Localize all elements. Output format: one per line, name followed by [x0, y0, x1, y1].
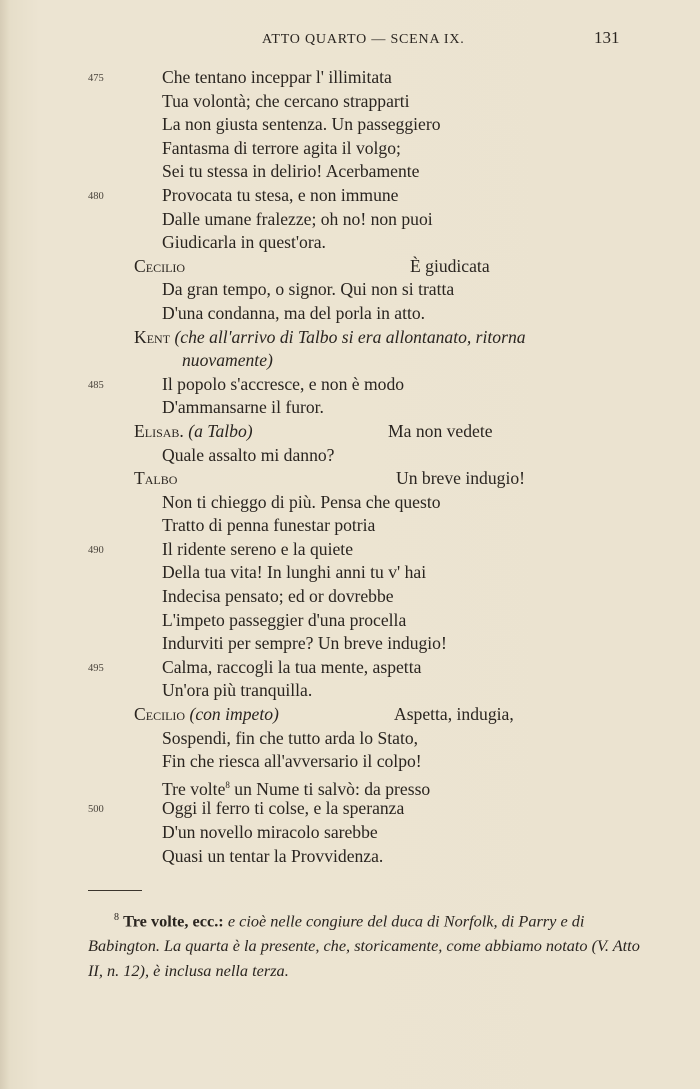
stage-direction: (a Talbo) [188, 420, 253, 441]
footnote-rule [88, 890, 142, 891]
verse-text-part: Calma, raccogli la tua mente, aspetta [162, 656, 422, 677]
verse-text-part: Fantasma di terrore agita il volgo; [162, 137, 401, 158]
speaker-line [134, 255, 185, 279]
verse-text-part: La non giusta sentenza. Un passeggiero [162, 114, 441, 135]
verse-text [162, 845, 383, 869]
verse-line [0, 585, 700, 609]
verse-text [162, 491, 441, 515]
verse-text-part: Indecisa pensato; ed or dovrebbe [162, 586, 394, 607]
verse-line [0, 349, 700, 373]
line-number: 500 [88, 804, 104, 816]
verse-text-part: Tre volte [162, 778, 226, 799]
verse-line [0, 137, 700, 161]
verse-text [162, 821, 378, 845]
verse-text-part: D'una condanna, ma del porla in atto. [162, 302, 426, 323]
verse-line [0, 797, 700, 821]
verse-text [162, 302, 425, 326]
verse-line [0, 491, 700, 515]
verse-text [162, 538, 353, 562]
verse-text [162, 632, 447, 656]
speaker-name: Cecilio [134, 255, 186, 276]
verse-text [162, 231, 326, 255]
verse-line [0, 278, 700, 302]
verse-line [0, 160, 700, 184]
verse-text-part: Tua volontà; che cercano strapparti [162, 90, 410, 111]
verse-text [162, 278, 454, 302]
line-number: 495 [88, 662, 104, 674]
verse-line [0, 420, 700, 444]
verse-text-part: Dalle umane fralezze; oh no! non puoi [162, 208, 433, 229]
verse-text-part: Giudicarla in quest'ora. [162, 232, 326, 253]
verse-text-part: Fin che riesca all'avversario il colpo! [162, 751, 422, 772]
verse-text [162, 585, 394, 609]
verse-line [0, 326, 700, 350]
verse-text [162, 184, 399, 208]
line-number: 490 [88, 544, 104, 556]
verse-text [162, 90, 410, 114]
verse-text [162, 797, 404, 821]
verse-text [162, 373, 404, 397]
verse-text-part: Sospendi, fin che tutto arda lo Stato, [162, 727, 419, 748]
verse-line [0, 561, 700, 585]
verse-line [0, 444, 700, 468]
footnote [88, 906, 644, 983]
verse-text-part: Quasi un tentar la Provvidenza. [162, 845, 384, 866]
verse-line [0, 845, 700, 869]
speaker-line [134, 420, 253, 444]
verse-block [0, 66, 700, 868]
verse-text [162, 160, 419, 184]
verse-text-part: Sei tu stessa in delirio! Acerbamente [162, 161, 420, 182]
verse-text: Aspetta, indugia, [394, 704, 514, 725]
verse-text-part: Oggi il ferro ti colse, e la speranza [162, 798, 405, 819]
stage-direction: nuovamente) [182, 350, 273, 371]
speaker-line [134, 467, 177, 491]
verse-line [0, 231, 700, 255]
verse-text [162, 444, 334, 468]
line-number: 480 [88, 190, 104, 202]
verse-text-part: Indurviti per sempre? Un breve indugio! [162, 633, 447, 654]
verse-text: È giudicata [410, 255, 490, 276]
verse-line [0, 703, 700, 727]
stage-direction: (che all'arrivo di Talbo si era allontanato, ritorna [174, 326, 526, 347]
verse-line [0, 632, 700, 656]
verse-text [162, 66, 392, 90]
verse-text [162, 609, 406, 633]
verse-text: Un breve indugio! [396, 468, 525, 489]
verse-text [162, 514, 375, 538]
footnote-mark: 8 [114, 912, 119, 923]
verse-line [0, 373, 700, 397]
verse-text-part: Provocata tu stesa, e non immune [162, 184, 399, 205]
verse-text [162, 679, 312, 703]
verse-text [162, 656, 421, 680]
verse-text-part: Un'ora più tranquilla. [162, 680, 313, 701]
verse-line [0, 609, 700, 633]
verse-line [0, 514, 700, 538]
verse-line [0, 255, 700, 279]
footnote-key: Tre volte, ecc.: [123, 911, 224, 931]
verse-text [162, 396, 324, 420]
verse-text [162, 208, 433, 232]
verse-text [162, 561, 426, 585]
verse-line [0, 184, 700, 208]
verse-text-part: Non ti chieggo di più. Pensa che questo [162, 491, 441, 512]
verse-line [0, 821, 700, 845]
verse-text-part: Da gran tempo, o signor. Qui non si tratta [162, 279, 455, 300]
verse-text [162, 750, 422, 774]
verse-text-part: Della tua vita! In lunghi anni tu v' hai [162, 562, 427, 583]
verse-line [0, 396, 700, 420]
verse-line [0, 656, 700, 680]
verse-text-part: Il popolo s'accresce, e non è modo [162, 373, 405, 394]
verse-text-part: Quale assalto mi danno? [162, 444, 335, 465]
verse-line [0, 538, 700, 562]
verse-text-part: D'ammansarne il furor. [162, 397, 324, 418]
page-number: 131 [594, 28, 620, 47]
verse-text-part: Il ridente sereno e la quiete [162, 538, 353, 559]
verse-line [0, 302, 700, 326]
speaker-line [134, 326, 526, 350]
running-head: ATTO QUARTO — SCENA IX. [262, 32, 465, 47]
verse-line [0, 90, 700, 114]
verse-line [0, 679, 700, 703]
speaker-name: Kent [134, 326, 171, 347]
speaker-name: Cecilio [134, 704, 186, 725]
verse-text-part: Tratto di penna funestar potria [162, 515, 376, 536]
verse-line [0, 750, 700, 774]
verse-text-part: Che tentano inceppar l' illimitata [162, 67, 392, 87]
line-number: 485 [88, 379, 104, 391]
verse-text-part: D'un novello miracolo sarebbe [162, 822, 378, 842]
speaker-line [134, 703, 279, 727]
verse-text [162, 137, 401, 161]
verse-text [162, 113, 441, 137]
verse-text-part: L'impeto passeggier d'una procella [162, 609, 407, 630]
verse-line [0, 774, 700, 798]
footnote-text: e cioè nelle congiure del duca di Norfolk, di Parry e di Babington. La quarta è la presente, che, storicamente, come abbiamo notato (V. Atto II, n. 12), è inclusa nella terza. [88, 911, 640, 980]
speaker-name: Talbo [134, 468, 178, 489]
verse-text-part: un Nume ti salvò: da presso [229, 778, 431, 799]
verse-line [0, 727, 700, 751]
verse-text: Ma non vedete [388, 420, 493, 441]
verse-line [0, 66, 700, 90]
page-header [0, 28, 700, 52]
verse-line [0, 208, 700, 232]
verse-text [162, 727, 418, 751]
verse-line [0, 467, 700, 491]
footnote-reference: 8 [225, 779, 230, 790]
verse-line [0, 113, 700, 137]
speaker-name: Elisab. [134, 420, 184, 441]
line-number: 475 [88, 73, 104, 84]
stage-direction: (con impeto) [189, 704, 279, 725]
